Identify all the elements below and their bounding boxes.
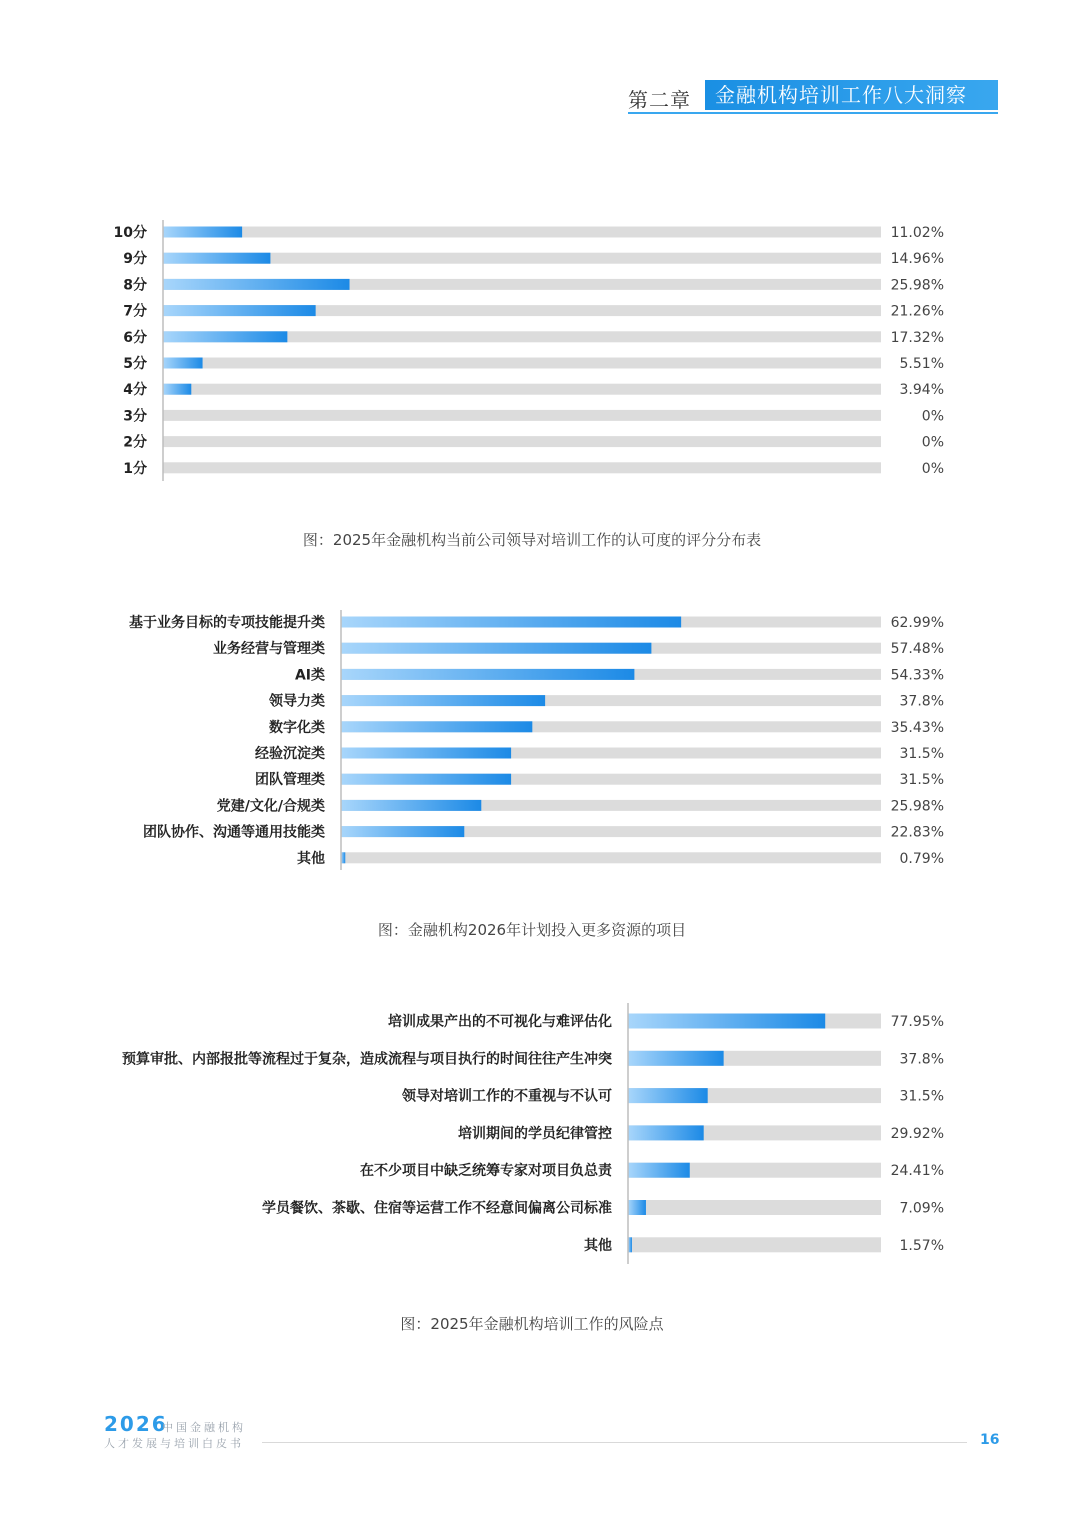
value-label: 62.99% (890, 615, 944, 631)
category-label: 7分 (123, 303, 147, 320)
chart-caption-resources: 图：金融机构2026年计划投入更多资源的项目 (377, 921, 687, 939)
value-label: 29.92% (890, 1125, 944, 1142)
footer-title-line1: 中国金融机构 (162, 1421, 246, 1434)
value-label: 37.8% (899, 1051, 944, 1068)
category-label: 团队管理类 (255, 772, 325, 789)
footer-title-line2: 人才发展与培训白皮书 (104, 1437, 244, 1450)
bar-track (628, 1200, 881, 1215)
chapter-label: 第二章 (628, 88, 691, 112)
bar (628, 1200, 646, 1215)
value-label: 31.5% (899, 772, 944, 789)
category-label: 在不少项目中缺乏统筹专家对项目负总责 (360, 1163, 612, 1180)
bar (628, 1088, 708, 1103)
category-label: 数字化类 (269, 719, 325, 736)
category-label: 领导对培训工作的不重视与不认可 (402, 1088, 612, 1105)
category-label: 经验沉淀类 (255, 746, 325, 762)
category-label: 领导力类 (269, 693, 325, 710)
value-label: 31.5% (899, 746, 944, 762)
value-label: 31.5% (899, 1088, 944, 1105)
chart-caption-risk: 图：2025年金融机构培训工作的风险点 (400, 1315, 664, 1333)
category-label: 6分 (123, 329, 147, 346)
bar (628, 1051, 724, 1066)
value-label: 21.26% (890, 303, 944, 320)
category-label: 其他 (297, 850, 325, 867)
value-label: 1.57% (899, 1237, 944, 1254)
value-label: 11.02% (890, 225, 944, 241)
category-label: 培训成果产出的不可视化与难评估化 (388, 1014, 612, 1030)
bar (628, 1014, 825, 1029)
value-label: 22.83% (890, 824, 944, 841)
category-label: 团队协作、沟通等通用技能类 (143, 824, 325, 841)
category-label: 3分 (123, 408, 147, 425)
value-label: 77.95% (890, 1014, 944, 1030)
category-label: 4分 (123, 382, 147, 399)
chapter-title: 金融机构培训工作八大洞察 (705, 80, 998, 110)
category-label: 9分 (123, 251, 147, 268)
value-label: 25.98% (890, 277, 944, 294)
category-label: 学员餐饮、茶歇、住宿等运营工作不经意间偏离公司标准 (262, 1200, 612, 1217)
page-footer (104, 1412, 1004, 1452)
category-label: AI类 (294, 667, 325, 684)
category-label: 基于业务目标的专项技能提升类 (129, 615, 325, 631)
value-label: 25.98% (890, 798, 944, 815)
bar (628, 1163, 690, 1178)
value-label: 0.79% (899, 850, 944, 867)
category-label: 8分 (123, 277, 147, 294)
bar (628, 1125, 704, 1140)
category-label: 其他 (584, 1237, 612, 1254)
category-label: 党建/文化/合规类 (216, 798, 325, 815)
value-label: 37.8% (899, 693, 944, 710)
value-label: 14.96% (890, 251, 944, 268)
category-label: 5分 (123, 356, 147, 372)
category-label: 2分 (123, 434, 147, 451)
value-label: 35.43% (890, 719, 944, 736)
value-label: 57.48% (890, 641, 944, 658)
category-label: 预算审批、内部报批等流程过于复杂，造成流程与项目执行的时间往往产生冲突 (122, 1051, 612, 1068)
value-label: 3.94% (899, 382, 944, 399)
chart-caption-score: 图：2025年金融机构当前公司领导对培训工作的认可度的评分分布表 (302, 531, 762, 549)
value-label: 5.51% (899, 356, 944, 372)
category-label: 1分 (123, 460, 147, 477)
category-label: 业务经营与管理类 (213, 641, 325, 658)
value-label: 0% (921, 460, 944, 477)
bar-track (628, 1237, 881, 1252)
category-label: 10分 (113, 225, 147, 241)
value-label: 0% (921, 434, 944, 451)
page-number: 16 (980, 1432, 1000, 1448)
value-label: 17.32% (890, 329, 944, 346)
value-label: 7.09% (899, 1200, 944, 1217)
value-label: 24.41% (890, 1163, 944, 1180)
footer-rule (262, 1442, 967, 1443)
value-label: 54.33% (890, 667, 944, 684)
footer-year: 2026 (104, 1412, 168, 1436)
value-label: 0% (921, 408, 944, 425)
category-label: 培训期间的学员纪律管控 (458, 1125, 612, 1142)
